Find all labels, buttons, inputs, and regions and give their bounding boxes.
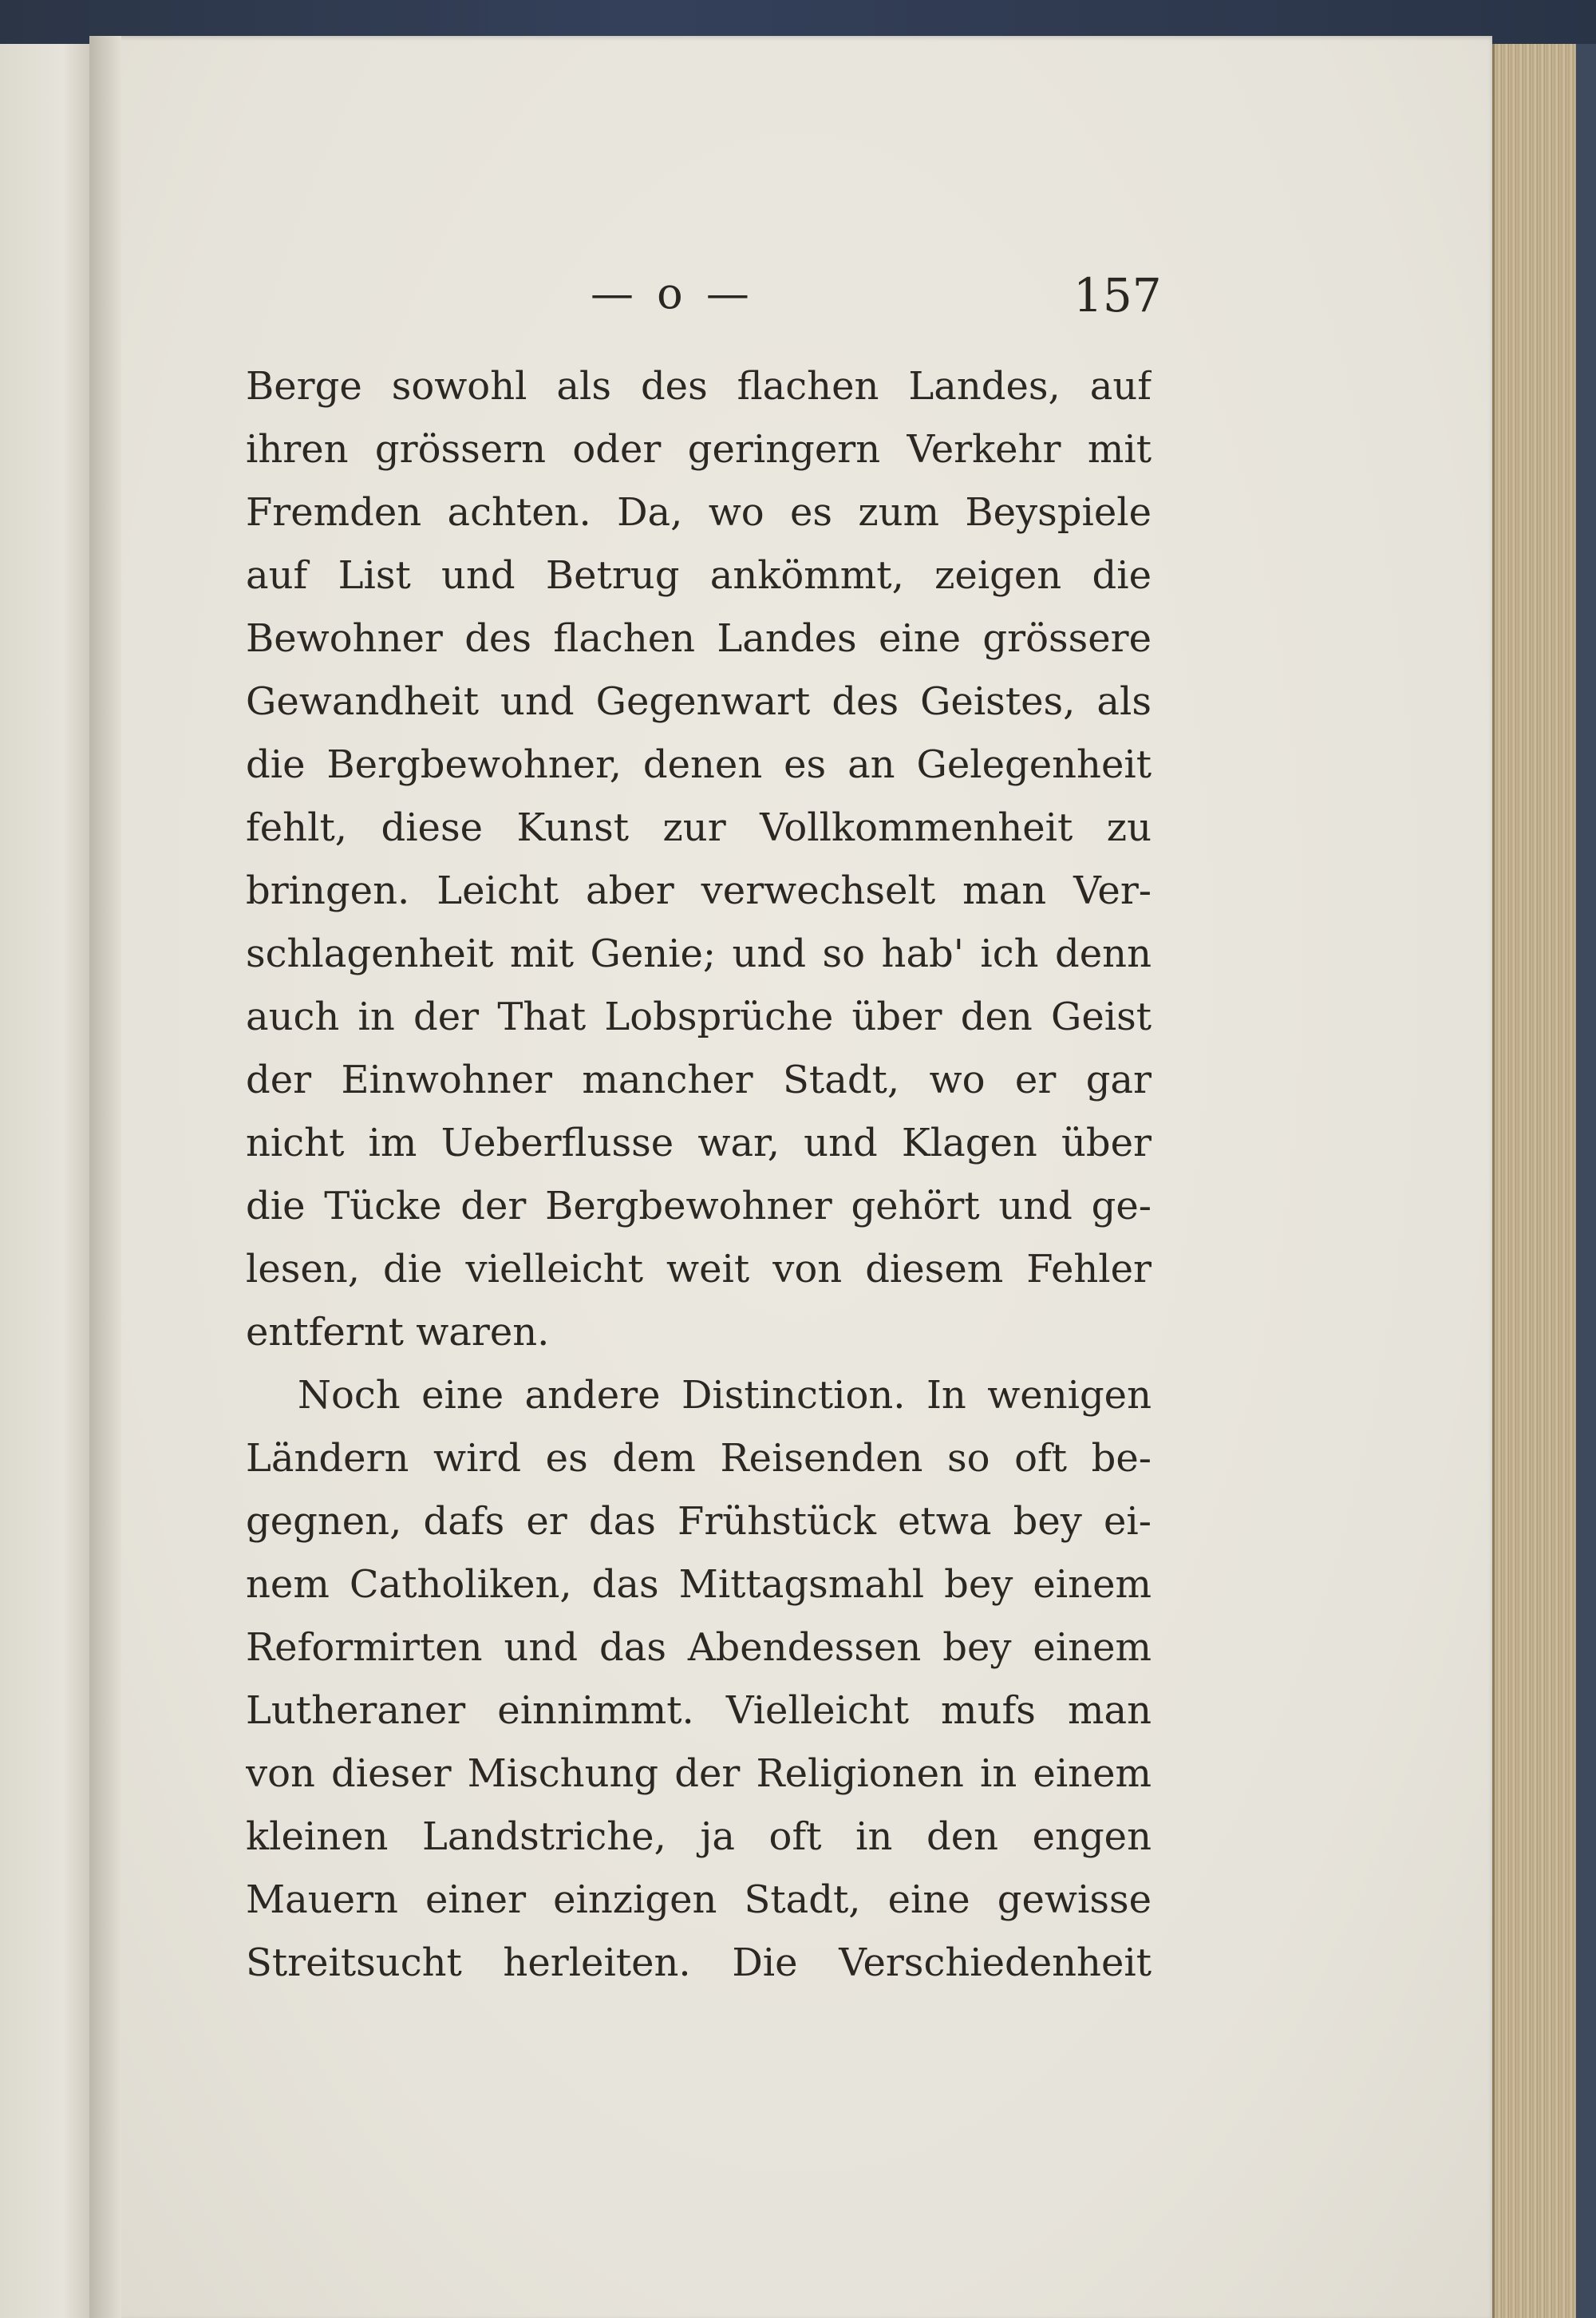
text-line: Ländern wird es dem Reisenden so oft be- [246,1436,1152,1481]
text-line: auch in der That Lobsprüche über den Geist [246,995,1152,1039]
text-line: der Einwohner mancher Stadt, wo er gar [246,1058,1152,1102]
running-head-ornament: — o — [591,268,754,318]
text-line: Mauern einer einzigen Stadt, eine gewisse [246,1877,1152,1922]
text-line: Bewohner des flachen Landes eine grössere [246,616,1152,661]
text-line: auf List und Betrug ankömmt, zeigen die [246,553,1152,598]
text-line: ihren grössern oder geringern Verkehr mit [246,427,1152,472]
page-edge-stack [1492,44,1578,2318]
text-line: von dieser Mischung der Religionen in einem [246,1751,1152,1796]
text-line: die Bergbewohner, denen es an Gelegenheit [246,742,1152,787]
text-line: bringen. Leicht aber verwechselt man Ver- [246,868,1152,913]
text-line: fehlt, diese Kunst zur Vollkommenheit zu [246,805,1152,850]
text-line: nem Catholiken, das Mittagsmahl bey einem [246,1562,1152,1607]
page-gutter [89,36,121,2318]
page-number: 157 [1073,268,1162,322]
cover-edge-strip [1576,44,1596,2318]
text-line: lesen, die vielleicht weit von diesem Fehler [246,1247,1152,1292]
running-head [591,268,1162,324]
text-line: nicht im Ueberflusse war, und Klagen über [246,1121,1152,1165]
text-line: schlagenheit mit Genie; und so hab' ich denn [246,932,1152,976]
body-text [246,355,1152,1995]
text-line: gegnen, dafs er das Frühstück etwa bey ei- [246,1499,1152,1544]
text-line: die Tücke der Bergbewohner gehört und ge- [246,1184,1152,1228]
text-line: kleinen Landstriche, ja oft in den engen [246,1814,1152,1859]
left-page-edge [0,44,91,2318]
text-line: Lutheraner einnimmt. Vielleicht mufs man [246,1688,1152,1733]
text-line: entfernt waren. [246,1310,550,1355]
text-line: Berge sowohl als des flachen Landes, auf [246,364,1152,409]
text-line: Noch eine andere Distinction. In wenigen [298,1373,1152,1418]
text-line: Reformirten und das Abendessen bey einem [246,1625,1152,1670]
text-line: Streitsucht herleiten. Die Verschiedenheit [246,1940,1152,1985]
text-line: Fremden achten. Da, wo es zum Beyspiele [246,490,1152,535]
text-line: Gewandheit und Gegenwart des Geistes, als [246,679,1152,724]
